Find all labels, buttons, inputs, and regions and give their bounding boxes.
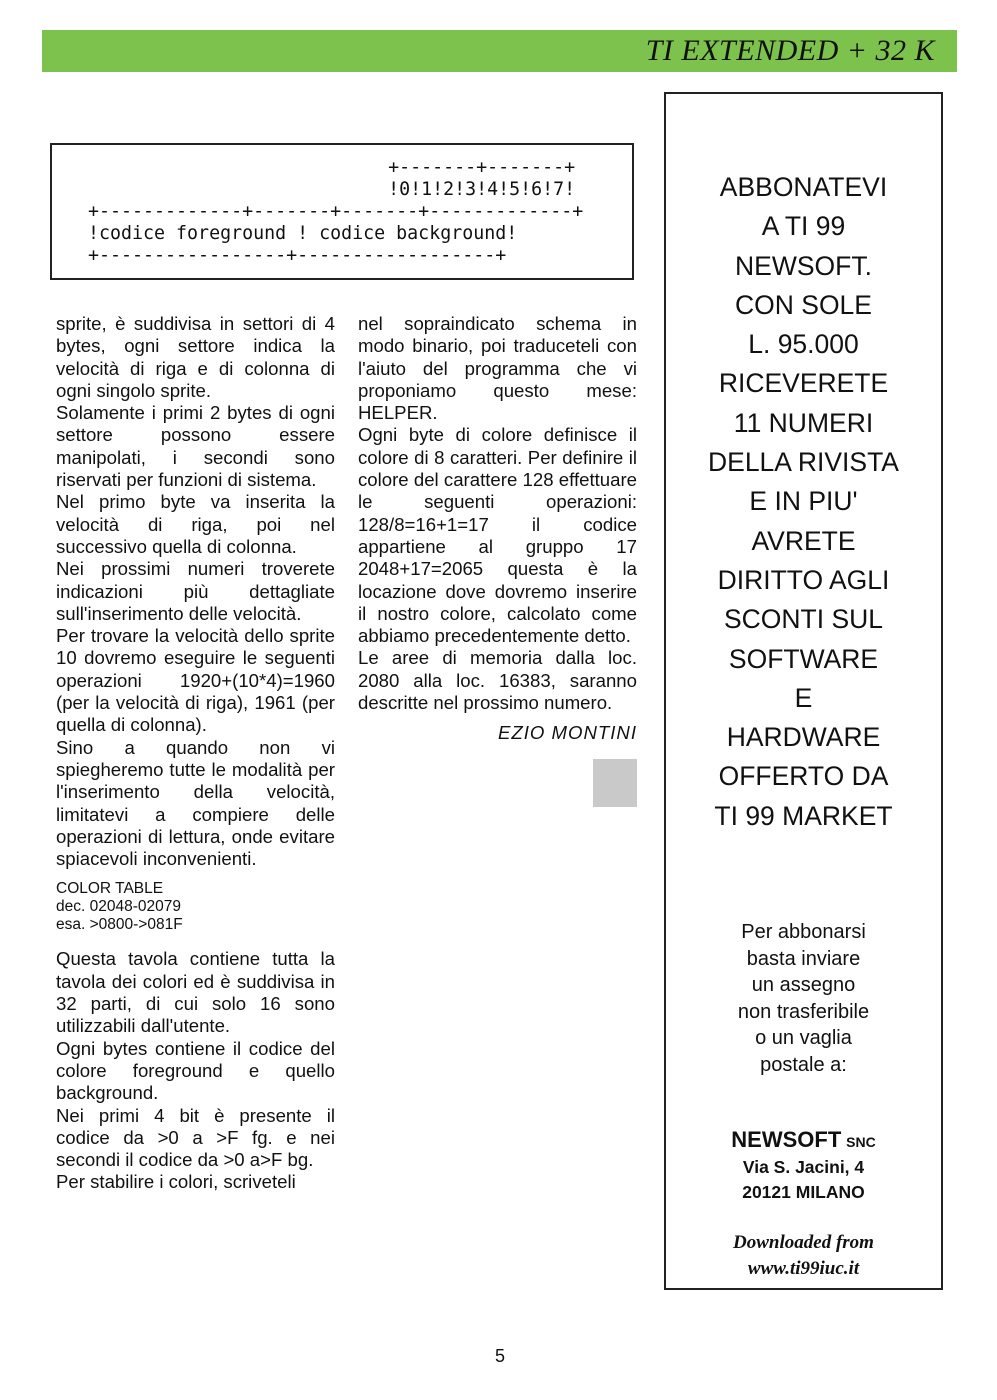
advert-headline xyxy=(666,168,941,836)
paragraph: Per stabilire i colori, scriveteli xyxy=(56,1171,296,1193)
instruction-line: Per abbonarsi xyxy=(741,921,866,943)
paragraph: sprite, è suddivisa in settori di 4 bytes, ogni settore indica la velocità di riga e di colonna di ogni singolo sprite. xyxy=(56,313,335,401)
advert-line: SOFTWARE xyxy=(728,643,879,674)
company-address xyxy=(666,1127,941,1205)
advert-line: ABBONATEVI xyxy=(719,172,888,202)
download-label: Downloaded from xyxy=(733,1232,874,1253)
download-url: www.ti99iuc.it xyxy=(747,1258,860,1279)
color-table-info xyxy=(56,880,335,934)
diagram-middle-border: +-------------+-------+-------+-------------+ xyxy=(88,201,584,222)
advert-line: NEWSOFT. xyxy=(735,250,872,281)
paragraph: Sino a quando non vi spiegheremo tutte le modalità per l'inserimento della velocità, limitatevi a compiere delle operazioni di lettura, onde evitare spiacevoli inconvenienti. xyxy=(56,736,335,870)
instruction-line: basta inviare xyxy=(746,947,861,970)
diagram-bit-numbers: !0!1!2!3!4!5!6!7! xyxy=(234,179,576,200)
paragraph: Ogni byte di colore definisce il colore di 8 caratteri. Per definire il colore del carattere 128 effettuare le seguenti operazioni: 128/8=16+1=17 il codice appartiene al gruppo 17 2048+17=2065 questa è la locazione dove dovremo inserire il nostro colore, calcolato come abbiamo precedentemente detto. xyxy=(358,424,637,647)
byte-layout-diagram xyxy=(50,143,634,280)
company-suffix: SNC xyxy=(846,1134,876,1150)
subscription-instructions xyxy=(666,919,941,1078)
paragraph: Nei primi 4 bit è presente il codice da >0 a >F fg. e nei secondi il codice da >0 a>F bg. xyxy=(56,1104,335,1171)
advert-line: L. 95.000 xyxy=(748,329,859,360)
end-of-article-mark xyxy=(593,759,637,807)
instruction-line: un assegno xyxy=(751,974,856,996)
paragraph: Nei prossimi numeri troverete indicazioni più dettagliate sull'inserimento delle velocità. xyxy=(56,558,335,624)
company-city: 20121 MILANO xyxy=(742,1182,865,1202)
instruction-line: o un vaglia xyxy=(755,1027,852,1049)
paragraph: nel sopraindicato schema in modo binario, poi traduceteli con l'aiuto del programma che vi proponiamo questo mese: HELPER. xyxy=(358,313,637,424)
page-number: 5 xyxy=(494,1346,505,1366)
company-name: NEWSOFT xyxy=(731,1127,842,1152)
advert-line: 11 NUMERI xyxy=(733,407,874,438)
paragraph: Le aree di memoria dalla loc. 2080 alla loc. 16383, saranno descritte nel prossimo numero. xyxy=(358,647,637,714)
advert-line: DIRITTO AGLI xyxy=(717,564,890,595)
advert-line: RICEVERETE xyxy=(718,368,889,399)
diagram-top-border: +-------+-------+ xyxy=(234,157,576,178)
advert-line: A TI 99 xyxy=(761,211,846,242)
article-author: EZIO MONTINI xyxy=(497,722,637,744)
advert-line: E IN PIU' xyxy=(749,486,858,517)
article-column-1 xyxy=(56,313,335,1194)
paragraph: Solamente i primi 2 bytes di ogni settore possono essere manipolati, i secondi sono riservati per funzioni di sistema. xyxy=(56,402,335,491)
magazine-section-title: TI EXTENDED + 32 K xyxy=(645,34,935,67)
advert-line: TI 99 MARKET xyxy=(714,800,893,831)
company-street: Via S. Jacini, 4 xyxy=(742,1157,865,1177)
diagram-field-labels: !codice foreground ! codice background! xyxy=(88,223,518,244)
paragraph: Ogni bytes contiene il codice del colore foreground e quello background. xyxy=(56,1037,335,1104)
diagram-bottom-border: +-----------------+------------------+ xyxy=(88,245,507,266)
instruction-line: postale a: xyxy=(760,1053,847,1076)
advert-line: CON SOLE xyxy=(735,289,872,320)
article-column-2 xyxy=(358,313,637,807)
paragraph: Nel primo byte va inserita la velocità di riga, poi nel successivo quella di colonna. xyxy=(56,491,335,557)
advert-line: DELLA RIVISTA xyxy=(708,447,899,478)
advert-line: HARDWARE xyxy=(726,722,881,753)
download-notice xyxy=(666,1230,941,1282)
header-band xyxy=(42,30,957,72)
subscription-advert xyxy=(664,92,943,1290)
paragraph: Questa tavola contiene tutta la tavola dei colori ed è suddivisa in 32 parti, di cui solo 16 sono utilizzabili dall'utente. xyxy=(56,948,335,1037)
company-name-line xyxy=(666,1127,941,1155)
instruction-line: non trasferibile xyxy=(737,1000,870,1023)
color-table-dec: dec. 02048-02079 xyxy=(56,898,181,916)
advert-line: SCONTI SUL xyxy=(723,604,884,635)
advert-line: E xyxy=(794,682,813,713)
advert-line: AVRETE xyxy=(751,525,856,556)
advert-line: OFFERTO DA xyxy=(718,761,889,792)
color-table-esa: esa. >0800->081F xyxy=(56,916,183,934)
paragraph: Per trovare la velocità dello sprite 10 dovremo eseguire le seguenti operazioni 1920+(10*4)=1960 (per la velocità di riga), 1961 (per quella di colonna). xyxy=(56,625,335,736)
color-table-title: COLOR TABLE xyxy=(56,880,164,898)
